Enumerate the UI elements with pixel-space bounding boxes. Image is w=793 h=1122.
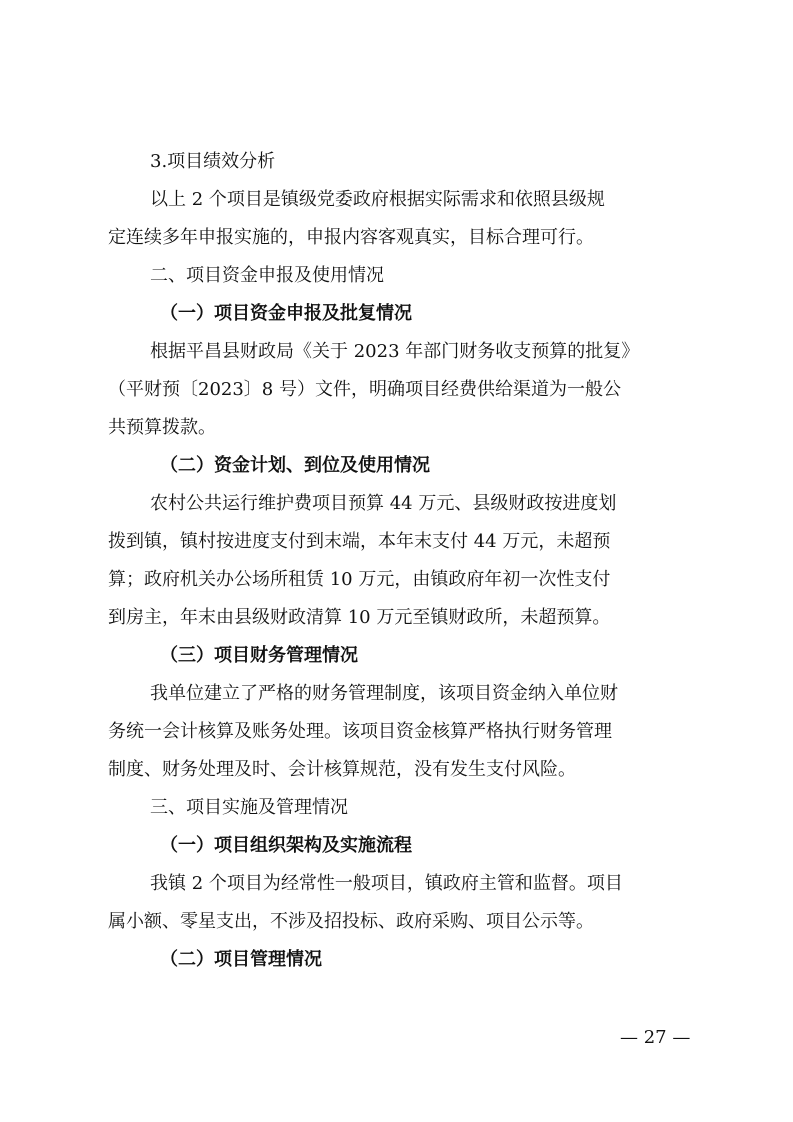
section-heading: 三、项目实施及管理情况 (150, 797, 348, 818)
page-number: — 27 — (620, 1027, 691, 1048)
paragraph-line: 属小额、零星支出，不涉及招投标、政府采购、项目公示等。 (108, 911, 594, 932)
paragraph-line: 农村公共运行维护费项目预算 44 万元、县级财政按进度划 (150, 493, 617, 514)
subsection-heading: （三）项目财务管理情况 (160, 645, 358, 666)
subsection-heading: （一）项目资金申报及批复情况 (160, 303, 412, 324)
paragraph-line: 共预算拨款。 (108, 417, 216, 438)
subsection-heading: （一）项目组织架构及实施流程 (160, 835, 412, 856)
subsection-heading: （二）项目管理情况 (160, 949, 322, 970)
paragraph-line: （平财预〔2023〕8 号）文件，明确项目经费供给渠道为一般公 (108, 379, 621, 400)
paragraph-line: 算；政府机关办公场所租赁 10 万元，由镇政府年初一次性支付 (108, 569, 611, 590)
paragraph-line: 制度、财务处理及时、会计核算规范，没有发生支付风险。 (108, 759, 576, 780)
paragraph-line: 务统一会计核算及账务处理。该项目资金核算严格执行财务管理 (108, 721, 612, 742)
section-heading: 二、项目资金申报及使用情况 (150, 265, 384, 286)
paragraph-line: 根据平昌县财政局《关于 2023 年部门财务收支预算的批复》 (150, 341, 640, 362)
paragraph-line: 我单位建立了严格的财务管理制度，该项目资金纳入单位财 (150, 683, 618, 704)
paragraph-line: 到房主，年末由县级财政清算 10 万元至镇财政所，未超预算。 (108, 607, 611, 628)
text-line-3-performance-analysis: 3.项目绩效分析 (150, 151, 276, 172)
subsection-heading: （二）资金计划、到位及使用情况 (160, 455, 430, 476)
paragraph-line: 以上 2 个项目是镇级党委政府根据实际需求和依照县级规 (150, 189, 605, 210)
paragraph-line: 定连续多年申报实施的，申报内容客观真实，目标合理可行。 (108, 227, 594, 248)
paragraph-line: 我镇 2 个项目为经常性一般项目，镇政府主管和监督。项目 (150, 873, 623, 894)
paragraph-line: 拨到镇，镇村按进度支付到末端，本年末支付 44 万元，未超预 (108, 531, 611, 552)
